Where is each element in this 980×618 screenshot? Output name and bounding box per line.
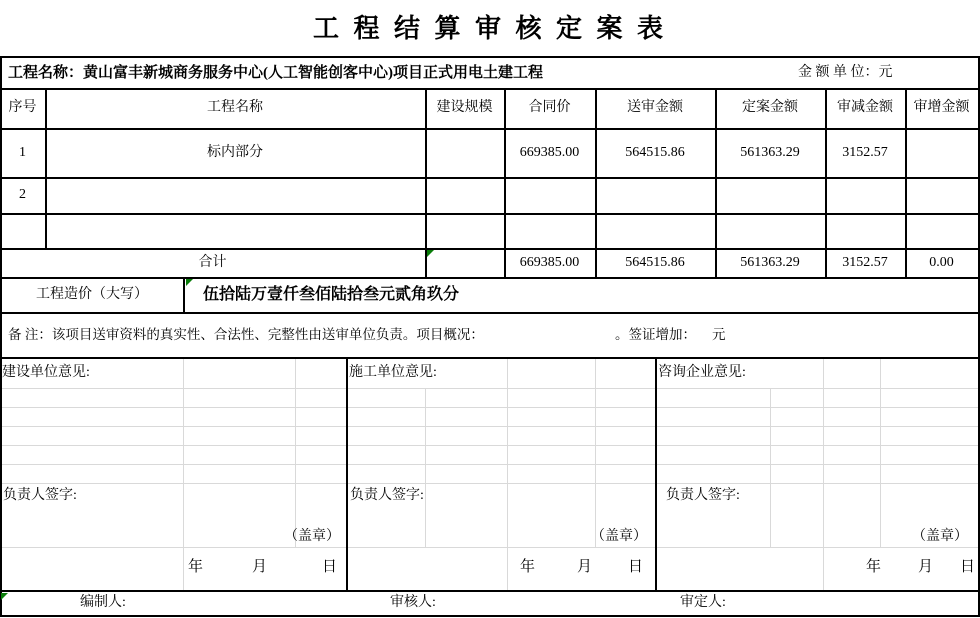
grid-line [2,547,978,548]
total-label: 合计 [198,255,227,270]
amount-words-label: 工程造价（大写） [36,287,148,302]
seal-label-2: （盖章） [591,529,647,544]
grid-line [0,213,980,215]
grid-line [655,357,657,590]
grid-line [823,358,824,590]
cell-seq-1: 1 [19,145,26,160]
error-marker-icon [427,250,434,257]
col-header-name: 工程名称 [207,100,263,115]
col-header-submitted: 送审金额 [627,100,683,115]
grid-line [2,407,978,408]
col-header-final: 定案金额 [742,100,798,115]
grid-line [425,388,426,547]
error-marker-icon [1,593,8,600]
col-header-scale: 建设规模 [436,100,493,115]
total-contract: 669385.00 [519,255,580,270]
date-year-2: 年 [520,559,536,575]
grid-line [183,358,184,590]
cell-increase-1 [905,128,978,177]
cell-seq-2: 2 [19,187,26,202]
seal-label-1: （盖章） [284,529,340,544]
footer-approver: 审定人: [680,595,726,610]
grid-line [507,358,508,590]
grid-line [295,358,296,547]
grid-line [0,590,980,592]
opinion-title-1: 建设单位意见: [2,365,90,380]
col-header-seq: 序号 [8,100,37,115]
date-year-1: 年 [188,559,204,575]
grid-line [2,388,978,389]
grid-line [346,357,348,590]
cell-decrease-1: 3152.57 [842,145,888,160]
cell-submitted-1: 564515.86 [625,145,685,160]
total-increase: 0.00 [929,255,954,270]
sign-label-2: 负责人签字: [350,488,424,503]
total-final: 561363.29 [740,255,800,270]
grid-line [0,615,980,617]
grid-line [770,388,771,547]
opinion-title-3: 咨询企业意见: [658,365,746,380]
col-header-contract: 合同价 [528,100,571,115]
total-decrease: 3152.57 [842,255,888,270]
date-month-1: 月 [252,559,268,575]
seal-label-3: （盖章） [912,529,968,544]
date-month-2: 月 [577,559,593,575]
sign-label-1: 负责人签字: [3,488,77,503]
grid-line [2,464,978,465]
col-header-increase: 审增金额 [913,100,970,115]
note-text: 备 注：该项目送审资料的真实性、合法性、完整性由送审单位负责。项目概况： [8,327,484,342]
amount-unit-label: 金 额 单 位：元 [798,65,893,80]
cell-scale-1 [425,128,504,177]
col-header-decrease: 审减金额 [837,100,893,115]
note-visa-unit: 元 [712,327,726,342]
date-day-2: 日 [628,559,644,575]
total-submitted: 564515.86 [625,255,685,270]
footer-reviewer: 审核人: [390,595,436,610]
grid-line [595,358,596,547]
grid-line [2,445,978,446]
note-visa: 。签证增加： [615,327,696,342]
opinion-title-2: 施工单位意见: [349,365,437,380]
error-marker-icon [186,279,193,286]
grid-line [2,426,978,427]
cell-contract-1: 669385.00 [519,145,580,160]
date-month-3: 月 [918,559,934,575]
cell-name-1: 标内部分 [207,145,263,160]
date-day-3: 日 [960,559,976,575]
form-title: 工 程 结 算 审 核 定 案 表 [312,14,667,43]
cell-name-2 [45,177,425,213]
date-day-1: 日 [322,559,338,575]
cell-final-1: 561363.29 [740,145,800,160]
grid-line [0,357,980,359]
sign-label-3: 负责人签字: [666,488,740,503]
project-name: 工程名称：黄山富丰新城商务服务中心(人工智能创客中心)项目正式用电土建工程 [8,65,543,81]
grid-line [880,358,881,547]
amount-words-value: 伍拾陆万壹仟叁佰陆拾叁元贰角玖分 [203,286,460,303]
grid-line [2,483,978,484]
date-year-3: 年 [866,559,882,575]
footer-preparer: 编制人: [80,595,126,610]
